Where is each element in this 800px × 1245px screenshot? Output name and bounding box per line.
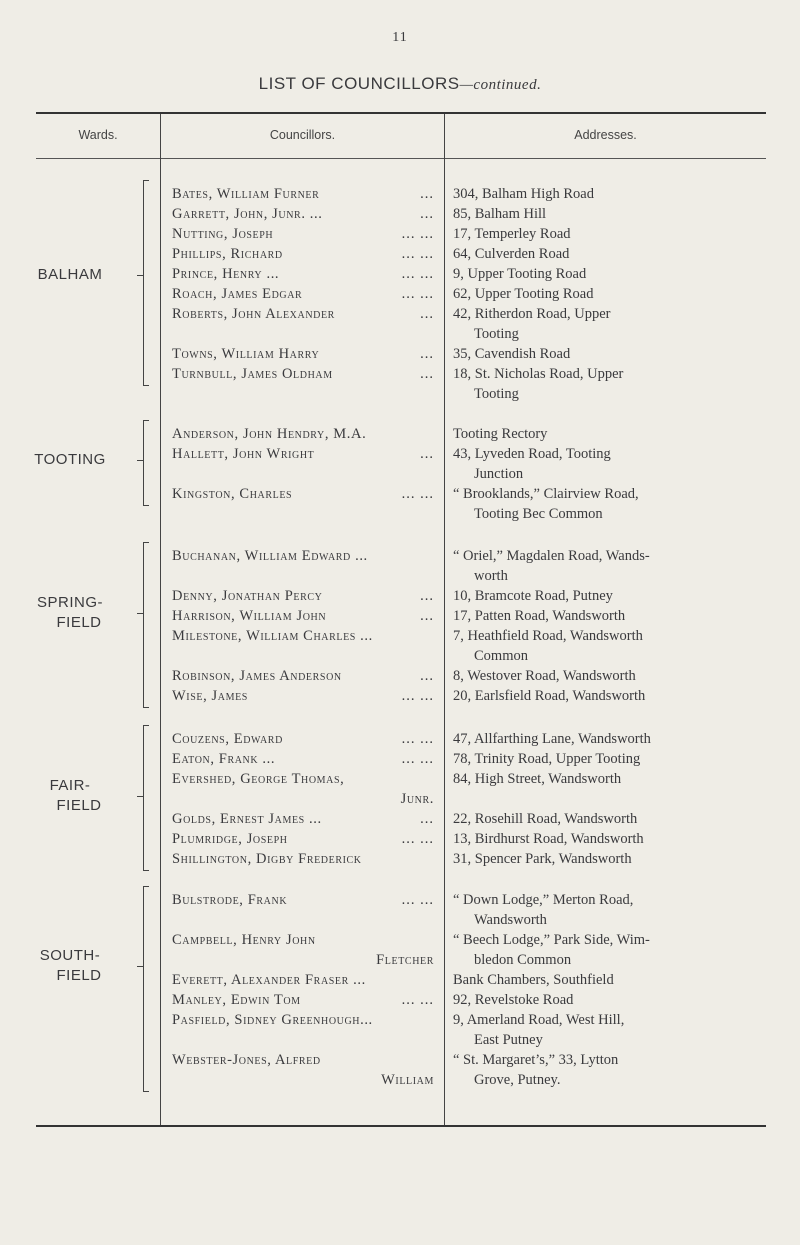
councillor-address: [453, 769, 715, 789]
councillor-address: [453, 686, 715, 706]
leader-dots: ...: [420, 206, 434, 222]
councillor-name-text: Campbell, Henry John: [172, 932, 316, 948]
page-number: 11: [392, 30, 408, 45]
councillor-name: [172, 264, 434, 284]
ward-name-line: FIELD: [56, 967, 102, 984]
councillor-name-text: Pasfield, Sidney Greenhough...: [172, 1012, 373, 1028]
leader-dots: ...: [420, 186, 434, 202]
address-line: Tooting Bec Common: [474, 506, 603, 522]
councillor-address: [453, 930, 715, 970]
ward-brace-tip: [137, 613, 143, 614]
councillor-name: [172, 809, 434, 829]
councillor-name-text: Roach, James Edgar: [172, 286, 303, 302]
address-line: East Putney: [474, 1032, 543, 1048]
councillor-name-text: Buchanan, William Edward ...: [172, 548, 368, 564]
ward-brace-tip: [137, 796, 143, 797]
ward-brace-tip: [137, 966, 143, 967]
councillor-name: [172, 849, 434, 869]
address-line: 43, Lyveden Road, Tooting: [453, 446, 611, 462]
councillor-name-text: Evershed, George Thomas,: [172, 771, 345, 787]
leader-dots: ... ...: [401, 486, 434, 502]
councillor-address: [453, 1050, 715, 1090]
leader-dots: ... ...: [401, 688, 434, 704]
councillor-address: [453, 244, 715, 264]
councillor-name: [172, 686, 434, 706]
councillor-address: [453, 546, 715, 586]
address-line: 92, Revelstoke Road: [453, 992, 574, 1008]
councillor-name: [172, 930, 434, 950]
ward-brace-tip: [137, 460, 143, 461]
leader-dots: ... ...: [401, 751, 434, 767]
councillor-name: [172, 484, 434, 504]
councillor-name: [172, 626, 434, 646]
address-line: 9, Upper Tooting Road: [453, 266, 587, 282]
councillor-name-text: Kingston, Charles: [172, 486, 293, 502]
address-line: 85, Balham Hill: [453, 206, 547, 222]
councillor-address: [453, 344, 715, 364]
address-line: 84, High Street, Wandsworth: [453, 771, 622, 787]
councillor-address: [453, 1010, 715, 1050]
ward-name: [0, 450, 140, 470]
leader-dots: ...: [420, 668, 434, 684]
address-line: Tooting: [474, 326, 519, 342]
column-divider-1: [160, 114, 161, 1125]
councillor-address: [453, 666, 715, 686]
councillor-name: [172, 1050, 434, 1070]
councillor-name-text: Webster-Jones, Alfred: [172, 1052, 321, 1068]
councillor-name-continued: Fletcher: [376, 952, 434, 968]
leader-dots: ... ...: [401, 731, 434, 747]
councillor-name: [172, 666, 434, 686]
address-line: Tooting: [474, 386, 519, 402]
leader-dots: ...: [420, 588, 434, 604]
address-line: 304, Balham High Road: [453, 186, 594, 202]
councillor-address: [453, 484, 715, 524]
address-line: 64, Culverden Road: [453, 246, 570, 262]
ward-brace: [143, 180, 152, 386]
ward-name: [0, 776, 140, 816]
address-line: 62, Upper Tooting Road: [453, 286, 594, 302]
councillor-name-text: Milestone, William Charles ...: [172, 628, 373, 644]
councillor-name-text: Robinson, James Anderson: [172, 668, 342, 684]
leader-dots: ...: [420, 346, 434, 362]
leader-dots: ...: [420, 608, 434, 624]
address-line: 10, Bramcote Road, Putney: [453, 588, 613, 604]
ward-brace: [143, 886, 152, 1092]
councillor-name-text: Plumridge, Joseph: [172, 831, 288, 847]
councillor-name: [172, 970, 434, 990]
leader-dots: ... ...: [401, 992, 434, 1008]
councillor-name: [172, 364, 434, 384]
address-line: “ Beech Lodge,” Park Side, Wim-: [453, 932, 650, 948]
councillor-name-text: Harrison, William John: [172, 608, 327, 624]
councillor-address: [453, 304, 715, 344]
address-line: 17, Patten Road, Wandsworth: [453, 608, 626, 624]
councillor-name-text: Towns, William Harry: [172, 346, 320, 362]
councillor-address: [453, 224, 715, 244]
councillor-name: [172, 304, 434, 324]
leader-dots: ...: [420, 811, 434, 827]
ward-name-line: SPRING-: [36, 594, 103, 611]
header-rule: [36, 158, 766, 159]
ward-name-line: TOOTING: [34, 451, 106, 468]
address-line: 31, Spencer Park, Wandsworth: [453, 851, 632, 867]
address-line: Tooting Rectory: [453, 426, 548, 442]
leader-dots: ...: [420, 306, 434, 322]
ward-name-line: FIELD: [56, 614, 102, 631]
header-wards: Wards.: [78, 128, 118, 142]
address-line: Bank Chambers, Southfield: [453, 972, 614, 988]
ward-brace: [143, 420, 152, 506]
councillor-address: [453, 184, 715, 204]
councillor-name-text: Prince, Henry ...: [172, 266, 280, 282]
leader-dots: ... ...: [401, 892, 434, 908]
address-line: Grove, Putney.: [474, 1072, 561, 1088]
councillor-name-text: Manley, Edwin Tom: [172, 992, 301, 1008]
column-divider-2: [444, 114, 445, 1125]
councillor-name: [172, 244, 434, 264]
leader-dots: ...: [420, 366, 434, 382]
address-line: 35, Cavendish Road: [453, 346, 571, 362]
councillor-name-continued: William: [381, 1072, 434, 1088]
councillor-address: [453, 749, 715, 769]
title-suffix: —continued.: [459, 77, 542, 93]
councillor-name-text: Bates, William Furner: [172, 186, 320, 202]
councillor-name-text: Turnbull, James Oldham: [172, 366, 333, 382]
ward-name-line: FIELD: [56, 797, 102, 814]
councillor-name: [172, 586, 434, 606]
councillor-address: [453, 264, 715, 284]
councillor-name-text: Wise, James: [172, 688, 248, 704]
councillor-address: [453, 606, 715, 626]
councillor-address: [453, 626, 715, 666]
councillor-name: [172, 344, 434, 364]
councillor-name: [172, 204, 434, 224]
leader-dots: ... ...: [401, 831, 434, 847]
councillor-address: [453, 364, 715, 404]
councillor-name: [172, 444, 434, 464]
address-line: “ St. Margaret’s,” 33, Lytton: [453, 1052, 619, 1068]
councillor-name-text: Bulstrode, Frank: [172, 892, 288, 908]
ward-name-line: BALHAM: [37, 266, 103, 283]
councillor-name-text: Anderson, John Hendry, M.A.: [172, 426, 367, 442]
councillor-name-text: Nutting, Joseph: [172, 226, 274, 242]
councillor-name: [172, 990, 434, 1010]
address-line: 20, Earlsfield Road, Wandsworth: [453, 688, 646, 704]
councillor-name-text: Golds, Ernest James ...: [172, 811, 322, 827]
address-line: “ Down Lodge,” Merton Road,: [453, 892, 634, 908]
councillor-address: [453, 424, 715, 444]
councillor-name-text: Roberts, John Alexander: [172, 306, 335, 322]
councillor-name: [172, 890, 434, 910]
councillor-address: [453, 809, 715, 829]
ward-name: [0, 265, 140, 285]
councillor-address: [453, 729, 715, 749]
address-line: 9, Amerland Road, West Hill,: [453, 1012, 625, 1028]
ward-name: [0, 593, 140, 633]
page-title: [0, 74, 800, 94]
councillor-name: [172, 424, 434, 444]
councillor-name-text: Phillips, Richard: [172, 246, 283, 262]
councillor-name-text: Hallett, John Wright: [172, 446, 315, 462]
header-addresses: Addresses.: [574, 128, 637, 142]
councillor-name-text: Everett, Alexander Fraser ...: [172, 972, 366, 988]
ward-name-line: SOUTH-: [39, 947, 101, 964]
councillor-name: [172, 224, 434, 244]
address-line: Junction: [474, 466, 524, 482]
address-line: 22, Rosehill Road, Wandsworth: [453, 811, 638, 827]
leader-dots: ... ...: [401, 226, 434, 242]
councillor-name: [172, 606, 434, 626]
address-line: “ Oriel,” Magdalen Road, Wands-: [453, 548, 650, 564]
top-rule: [36, 112, 766, 114]
address-line: worth: [474, 568, 508, 584]
councillor-name: [172, 546, 434, 566]
councillor-name: [172, 769, 434, 789]
title-text: LIST OF COUNCILLORS: [258, 74, 460, 93]
councillor-name: [172, 284, 434, 304]
councillor-name: [172, 1010, 434, 1030]
councillor-address: [453, 829, 715, 849]
councillor-address: [453, 444, 715, 484]
councillor-address: [453, 990, 715, 1010]
address-line: 42, Ritherdon Road, Upper: [453, 306, 611, 322]
ward-name: [0, 946, 140, 986]
councillor-address: [453, 586, 715, 606]
councillor-name: [172, 184, 434, 204]
ward-brace: [143, 725, 152, 871]
councillor-name: [172, 729, 434, 749]
leader-dots: ... ...: [401, 246, 434, 262]
address-line: 7, Heathfield Road, Wandsworth: [453, 628, 643, 644]
councillor-name-continued: Junr.: [400, 791, 434, 807]
councillor-address: [453, 890, 715, 930]
address-line: bledon Common: [474, 952, 572, 968]
councillor-address: [453, 970, 715, 990]
leader-dots: ... ...: [401, 266, 434, 282]
councillor-name: [172, 829, 434, 849]
address-line: Wandsworth: [474, 912, 547, 928]
address-line: Common: [474, 648, 528, 664]
ward-name-line: FAIR-: [49, 777, 91, 794]
address-line: 18, St. Nicholas Road, Upper: [453, 366, 624, 382]
councillor-name-text: Shillington, Digby Frederick: [172, 851, 362, 867]
councillor-address: [453, 284, 715, 304]
bottom-rule: [36, 1125, 766, 1127]
councillor-name-text: Garrett, John, Junr. ...: [172, 206, 323, 222]
councillor-name: [172, 749, 434, 769]
address-line: 13, Birdhurst Road, Wandsworth: [453, 831, 644, 847]
ward-brace: [143, 542, 152, 708]
address-line: “ Brooklands,” Clairview Road,: [453, 486, 639, 502]
ward-brace-tip: [137, 275, 143, 276]
address-line: 78, Trinity Road, Upper Tooting: [453, 751, 641, 767]
address-line: 47, Allfarthing Lane, Wandsworth: [453, 731, 651, 747]
councillor-name-text: Eaton, Frank ...: [172, 751, 276, 767]
leader-dots: ... ...: [401, 286, 434, 302]
councillor-address: [453, 849, 715, 869]
header-councillors: Councillors.: [269, 128, 336, 142]
councillor-name-text: Couzens, Edward: [172, 731, 283, 747]
address-line: 17, Temperley Road: [453, 226, 571, 242]
councillor-address: [453, 204, 715, 224]
address-line: 8, Westover Road, Wandsworth: [453, 668, 636, 684]
leader-dots: ...: [420, 446, 434, 462]
councillor-name-text: Denny, Jonathan Percy: [172, 588, 323, 604]
